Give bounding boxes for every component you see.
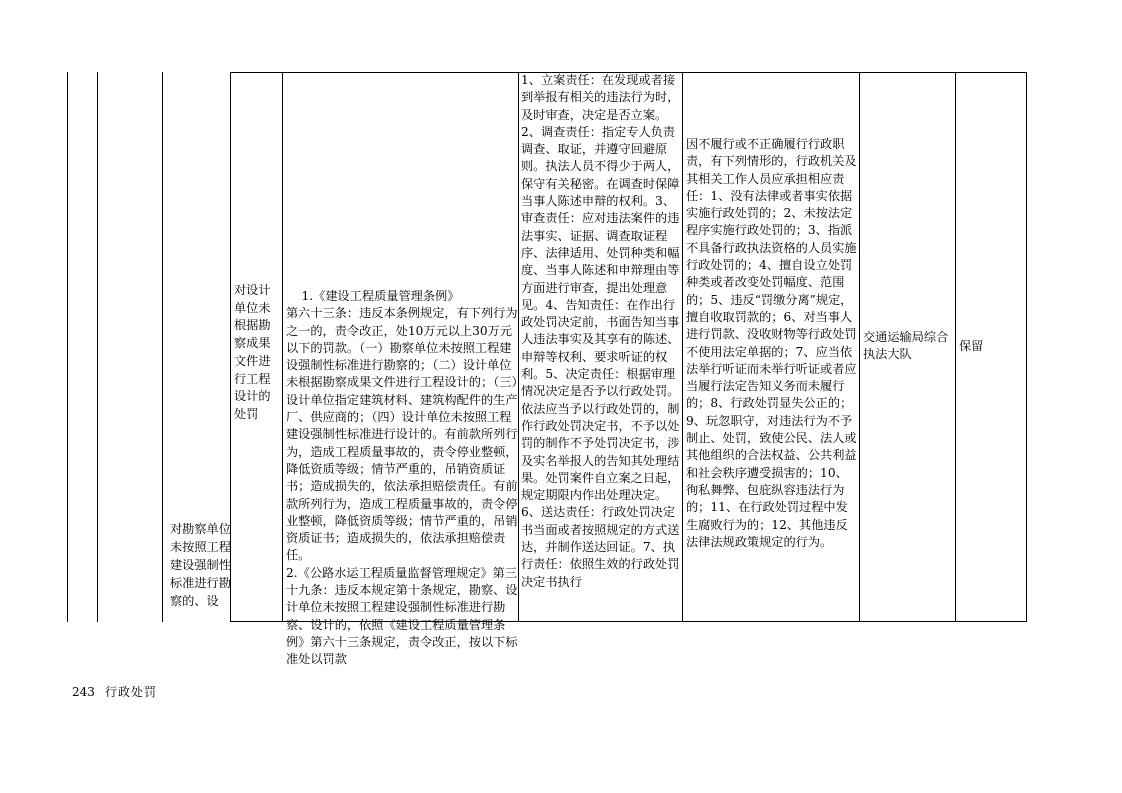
status-cell: 保留 [959,339,984,353]
responsibilities-cell: 1、立案责任：在发现或者接到举报有相关的违法行为时，及时审查，决定是否立案。2、调查责任：指定专人负责调查、取证，并遵守回避原则。执法人员不得少于两人，保守有关秘密。在调查时保障当事人陈述申辩的权利。3、审查责任：应对违法案件的违法事实、证据、调查取证程序、法律适用、处罚种类和幅度、当事人陈述和申辩理由等方面进行审查，提出处理意见。4、告知责任：在作出行政处罚决定前，书面告知当事人违法事实及其享有的陈述、申辩等权利、要求听证的权利。5、决定责任：根据审理情况决定是否予以行政处罚。依法应当予以行政处罚的，制作行政处罚决定书，不予以处罚的制作不予处罚决定书，涉及实名举报人的告知其处理结果。处罚案件自立案之日起，规定期限内作出处理决定。 6、送达责任：行政处罚决定书当面或者按照规定的方式送达，并制作送达回证。7、执行责任：依照生效的行政处罚决定书执行 [521,73,680,589]
accountability-cell: 因不履行或不正确履行行政职责，有下列情形的，行政机关及其相关工作人员应承担相应责任：1、没有法律或者事实依据实施行政处罚的；2、未按法定程序实施行政处罚的；3、指派不具备行政执法资格的人员实施行政处罚的；4、擅自设立处罚种类或者改变处罚幅度、范围的；5、违反“罚缴分离”规定，擅自收取罚款的；6、对当事人进行罚款、没收财物等行政处罚不使用法定单据的；7、应当依法举行听证而未举行听证或者应当履行法定告知义务而未履行的；8、行政处罚显失公正的；9、玩忽职守，对违法行为不予制止、处罚，致使公民、法人或其他组织的合法权益、公共利益和社会秩序遭受损害的；10、徇私舞弊、包庇纵容违法行为的；11、在行政处罚过程中发生腐败行为的；12、其他违反法律法规政策规定的行为。 [686,137,857,549]
grid-line [1026,72,1027,622]
grid-line [682,72,683,622]
legal-basis-cell: 1.《建设工程质量管理条例》 第六十三条：违反本条例规定，有下列行为之一的，责令改正，处10万元以上30万元以下的罚款。（一）勘察单位未按照工程建设强制性标准进行勘察的；（二）设计单位未根据勘察成果文件进行工程设计的；（三）设计单位指定建筑材料、建筑构配件的生产厂、供应商的；（四）设计单位未按照工程建设强制性标准进行设计的。有前款所列行为，造成工程质量事故的，责令停业整顿，降低资质等级；情节严重的，吊销资质证书；造成损失的，依法承担赔偿责任。有前款所列行为，造成工程质量事故的，责令停业整顿，降低资质等级；情节严重的，吊销资质证书；造成损失的，依法承担赔偿责任。 2.《公路水运工程质量监督管理规定》第三十九条：违反本规定第十条规定，勘察、设计单位未按照工程建设强制性标准进行勘察、设计的，依照《建设工程质量管理条例》第六十三条规定，责令改正，按以下标准处以罚款 [286,289,518,667]
grid-line [859,72,860,622]
sub-item-cell: 对设计单位未根据勘察成果文件进行工程设计的处罚 [234,283,271,421]
department-cell: 交通运输局综合执法大队 [863,330,949,362]
parent-item-cell: 对勘察单位未按照工程建设强制性标准进行勘察的、设 [170,522,231,608]
category-cell: 行政处罚 [105,685,158,699]
grid-line [955,72,956,622]
row-number-cell: 243 [72,685,95,699]
